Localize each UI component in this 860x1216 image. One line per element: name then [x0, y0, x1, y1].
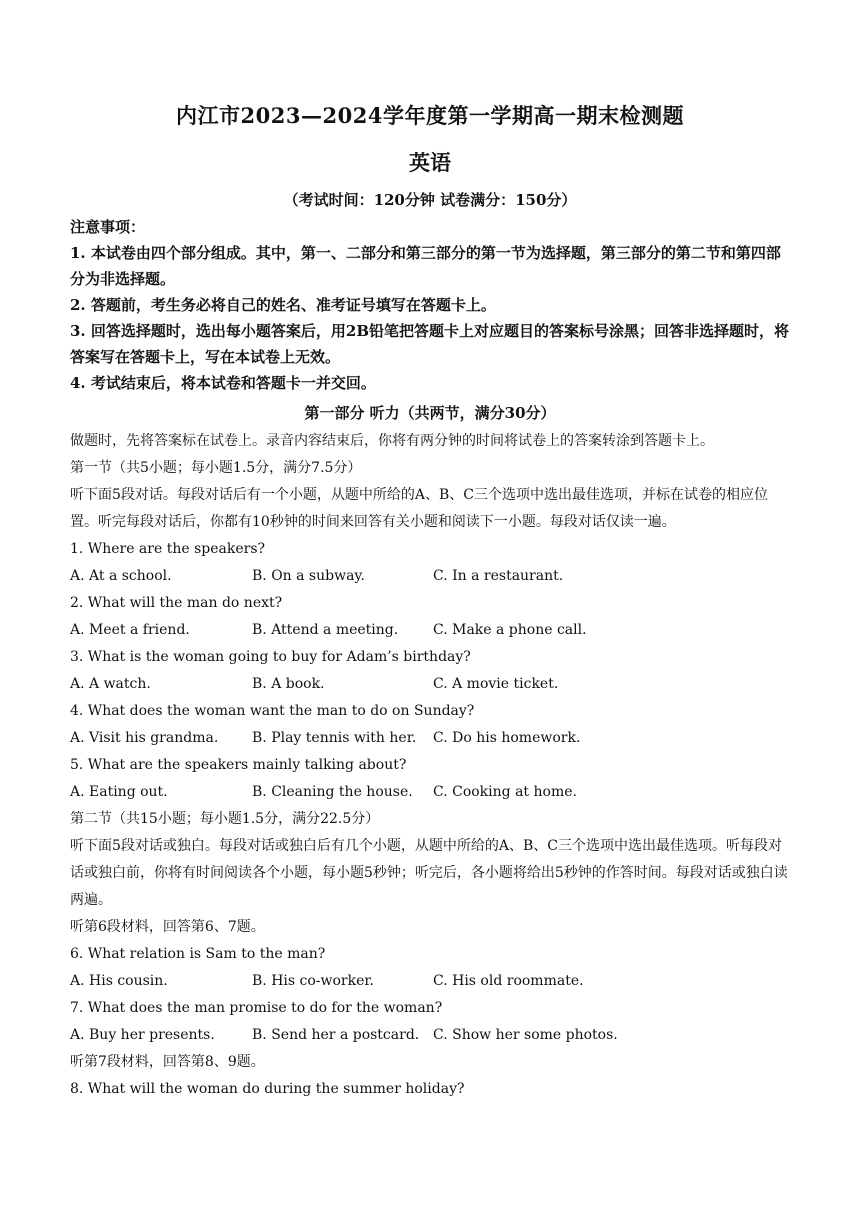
- option-a: A. Buy her presents.: [70, 1027, 215, 1043]
- option-b: B. Cleaning the house.: [252, 784, 413, 800]
- option-c: C. In a restaurant.: [433, 568, 564, 584]
- option-c: C. Do his homework.: [433, 730, 581, 746]
- option-c: C. Show her some photos.: [433, 1027, 618, 1043]
- option-a: A. Visit his grandma.: [70, 730, 219, 746]
- section2-instructions: 听下面5段对话或独白。每段对话或独白后有几个小题，从题中所给的A、B、C三个选项中选出最佳选项。听每段对话或独白前，你将有时间阅读各个小题，每小题5秒钟；听完后，各小题将给出5秒钟的作答时间。每段对话或独白读两遍。: [70, 838, 788, 908]
- option-b: B. Play tennis with her.: [252, 730, 417, 746]
- option-a: A. Meet a friend.: [70, 622, 190, 638]
- option-a: A. His cousin.: [70, 973, 168, 989]
- notes-list: [70, 240, 792, 396]
- section1-instructions: 听下面5段对话。每段对话后有一个小题，从题中所给的A、B、C三个选项中选出最佳选项，并标在试卷的相应位置。听完每段对话后，你都有10秒钟的时间来回答有关小题和阅读下一小题。每段对话仅读一遍。: [70, 487, 769, 530]
- option-c: C. Make a phone call.: [433, 622, 587, 638]
- part1-heading: 第一部分 听力（共两节，满分30分）: [304, 404, 556, 422]
- material-6-label: 听第6段材料，回答第6、7题。: [70, 919, 265, 935]
- question-2: 2. What will the man do next?: [70, 595, 283, 611]
- material-7-label: 听第7段材料，回答第8、9题。: [70, 1054, 265, 1070]
- option-b: B. A book.: [252, 676, 325, 692]
- question-3: 3. What is the woman going to buy for Adam’s birthday?: [70, 649, 471, 665]
- options-1: [70, 563, 792, 590]
- question-5: 5. What are the speakers mainly talking about?: [70, 757, 407, 773]
- options-7: [70, 1022, 792, 1049]
- options-6: [70, 968, 792, 995]
- note-item: 1. 本试卷由四个部分组成。其中，第一、二部分和第三部分的第一节为选择题，第三部分的第二节和第四部分为非选择题。: [70, 244, 781, 288]
- option-a: A. A watch.: [70, 676, 151, 692]
- option-c: C. His old roommate.: [433, 973, 584, 989]
- section1-heading: 第一节（共5小题；每小题1.5分，满分7.5分）: [70, 460, 362, 476]
- option-b: B. His co-worker.: [252, 973, 374, 989]
- option-c: C. A movie ticket.: [433, 676, 559, 692]
- part1-intro: 做题时，先将答案标在试卷上。录音内容结束后，你将有两分钟的时间将试卷上的答案转涂到答题卡上。: [70, 433, 714, 449]
- options-5: [70, 779, 792, 806]
- option-a: A. Eating out.: [70, 784, 168, 800]
- note-item: 4. 考试结束后，将本试卷和答题卡一并交回。: [70, 374, 376, 392]
- options-4: [70, 725, 792, 752]
- exam-info: （考试时间：120分钟 试卷满分：150分）: [283, 191, 577, 209]
- note-item: 3. 回答选择题时，选出每小题答案后，用2B铅笔把答题卡上对应题目的答案标号涂黑；回答非选择题时，将答案写在答题卡上，写在本试卷上无效。: [70, 322, 790, 366]
- part1-body: [70, 428, 792, 1103]
- options-3: [70, 671, 792, 698]
- option-b: B. Attend a meeting.: [252, 622, 399, 638]
- option-b: B. On a subway.: [252, 568, 365, 584]
- option-a: A. At a school.: [70, 568, 172, 584]
- page-title: 内江市2023—2024学年度第一学期高一期末检测题: [176, 103, 684, 128]
- note-item: 2. 答题前，考生务必将自己的姓名、准考证号填写在答题卡上。: [70, 296, 496, 314]
- question-1: 1. Where are the speakers?: [70, 541, 266, 557]
- option-b: B. Send her a postcard.: [252, 1027, 420, 1043]
- notes-heading: 注意事项：: [70, 218, 146, 236]
- question-7: 7. What does the man promise to do for the woman?: [70, 1000, 443, 1016]
- section2-heading: 第二节（共15小题；每小题1.5分，满分22.5分）: [70, 811, 380, 827]
- question-8: 8. What will the woman do during the summer holiday?: [70, 1081, 465, 1097]
- options-2: [70, 617, 792, 644]
- question-6: 6. What relation is Sam to the man?: [70, 946, 326, 962]
- subject-title: 英语: [409, 150, 451, 175]
- option-c: C. Cooking at home.: [433, 784, 577, 800]
- question-4: 4. What does the woman want the man to do on Sunday?: [70, 703, 475, 719]
